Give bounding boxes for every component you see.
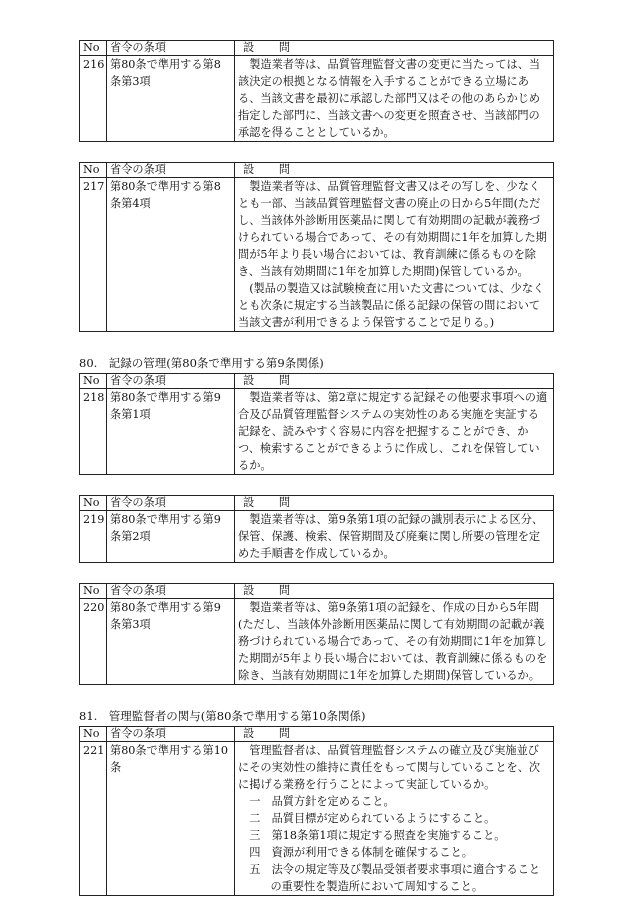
question-table-218 bbox=[79, 373, 554, 475]
header-question: 設 問 bbox=[235, 496, 554, 511]
question-text bbox=[235, 178, 554, 332]
question-paragraph: 製造業者等は、第9条第1項の記録を、作成の日から5年間(ただし、当該体外診断用医薬品に関して有効期間の記載が義務づけられている場合であって、その有効期間に1年を加算した期間が5年より長い場合においては、教育訓練に係るものを除き、当該有効期間に1年を加算した期間)保管しているか。 bbox=[238, 601, 548, 682]
header-question: 設 問 bbox=[235, 374, 554, 389]
header-row bbox=[80, 496, 554, 511]
article-reference: 第80条で準用する第8条第4項 bbox=[107, 178, 235, 332]
section-heading-81: 81. 管理監督者の関与(第80条で準用する第10条関係) bbox=[79, 709, 366, 723]
header-question: 設 問 bbox=[235, 41, 554, 56]
document-page bbox=[79, 40, 553, 896]
table-row bbox=[80, 389, 554, 475]
table-row bbox=[80, 56, 554, 142]
list-item: 二 品質目標が定められているようにすること。 bbox=[249, 812, 496, 825]
question-paragraph: 製造業者等は、品質管理監督文書の変更に当たっては、当該決定の根拠となる情報を入手することができる立場にある、当該文書を最初に承認した部門又はその他のあらかじめ指定した部門に、当該文書への変更を照査させ、当該部門の承認を得ることとしているか。 bbox=[238, 58, 541, 139]
header-article: 省令の条項 bbox=[107, 496, 235, 511]
header-row bbox=[80, 727, 554, 742]
header-article: 省令の条項 bbox=[107, 163, 235, 178]
duty-list bbox=[238, 793, 550, 895]
section-heading-80: 80. 記録の管理(第80条で準用する第9条関係) bbox=[79, 356, 324, 370]
question-number: 216 bbox=[80, 56, 107, 142]
question-paragraph: 製造業者等は、品質管理監督文書又はその写しを、少なくとも一部、当該品質管理監督文書の廃止の日から5年間(ただし、当該体外診断用医薬品に関して有効期間の記載が義務づけられている場合であって、その有効期間に1年を加算した期間が5年より長い場合においては、教育訓練に係るものを除き、当該有効期間に1年を加算した期間)保管しているか。 bbox=[238, 180, 547, 278]
question-table-221 bbox=[79, 726, 554, 896]
question-text bbox=[235, 511, 554, 563]
header-no: No bbox=[80, 496, 107, 511]
question-number: 221 bbox=[80, 742, 107, 896]
header-question: 設 問 bbox=[235, 584, 554, 599]
header-article: 省令の条項 bbox=[107, 584, 235, 599]
table-row bbox=[80, 599, 554, 685]
list-item: 四 資源が利用できる体制を確保すること。 bbox=[249, 846, 473, 859]
header-article: 省令の条項 bbox=[107, 727, 235, 742]
question-note: (製品の製造又は試験検査に用いた文書については、少なくとも次条に規定する当該製品に係る記録の保管の間において当該文書が利用できるよう保管することで足りる。) bbox=[238, 282, 545, 329]
article-reference: 第80条で準用する第10条 bbox=[107, 742, 235, 896]
question-number: 217 bbox=[80, 178, 107, 332]
list-item: 五 法令の規定等及び製品受領者要求事項に適合することの重要性を製造所において周知すること。 bbox=[249, 863, 541, 893]
header-row bbox=[80, 163, 554, 178]
article-reference: 第80条で準用する第9条第2項 bbox=[107, 511, 235, 563]
spacer bbox=[79, 475, 553, 495]
list-item: 三 第18条第1項に規定する照査を実施すること。 bbox=[249, 829, 506, 842]
table-row bbox=[80, 511, 554, 563]
header-article: 省令の条項 bbox=[107, 374, 235, 389]
question-text bbox=[235, 56, 554, 142]
header-no: No bbox=[80, 584, 107, 599]
table-row bbox=[80, 178, 554, 332]
question-paragraph: 製造業者等は、第9条第1項の記録の識別表示による区分、保管、保護、検索、保管期間及び廃棄に関し所要の管理を定めた手順書を作成しているか。 bbox=[238, 513, 544, 560]
question-table-217 bbox=[79, 162, 554, 332]
question-paragraph: 管理監督者は、品質管理監督システムの確立及び実施並びにその実効性の維持に責任をもって関与していることを、次に掲げる業務を行うことによって実証しているか。 bbox=[238, 744, 541, 791]
article-reference: 第80条で準用する第9条第3項 bbox=[107, 599, 235, 685]
article-reference: 第80条で準用する第9条第1項 bbox=[107, 389, 235, 475]
list-item: 一 品質方針を定めること。 bbox=[249, 795, 395, 808]
header-row bbox=[80, 374, 554, 389]
header-no: No bbox=[80, 727, 107, 742]
spacer bbox=[79, 332, 553, 355]
header-question: 設 問 bbox=[235, 727, 554, 742]
header-article: 省令の条項 bbox=[107, 41, 235, 56]
question-table-220 bbox=[79, 583, 554, 685]
header-row bbox=[80, 41, 554, 56]
question-number: 219 bbox=[80, 511, 107, 563]
question-text bbox=[235, 742, 554, 896]
question-table-216 bbox=[79, 40, 554, 142]
question-text bbox=[235, 599, 554, 685]
spacer bbox=[79, 685, 553, 708]
question-paragraph: 製造業者等は、第2章に規定する記録その他要求事項への適合及び品質管理監督システムの実効性のある実施を実証する記録を、読みやすく容易に内容を把握することができ、かつ、検索することができるように作成し、これを保管しているか。 bbox=[238, 391, 548, 472]
table-row bbox=[80, 742, 554, 896]
header-no: No bbox=[80, 163, 107, 178]
header-no: No bbox=[80, 374, 107, 389]
header-no: No bbox=[80, 41, 107, 56]
header-question: 設 問 bbox=[235, 163, 554, 178]
article-reference: 第80条で準用する第8条第3項 bbox=[107, 56, 235, 142]
question-text bbox=[235, 389, 554, 475]
spacer bbox=[79, 142, 553, 162]
spacer bbox=[79, 563, 553, 583]
question-number: 220 bbox=[80, 599, 107, 685]
header-row bbox=[80, 584, 554, 599]
question-number: 218 bbox=[80, 389, 107, 475]
question-table-219 bbox=[79, 495, 554, 563]
